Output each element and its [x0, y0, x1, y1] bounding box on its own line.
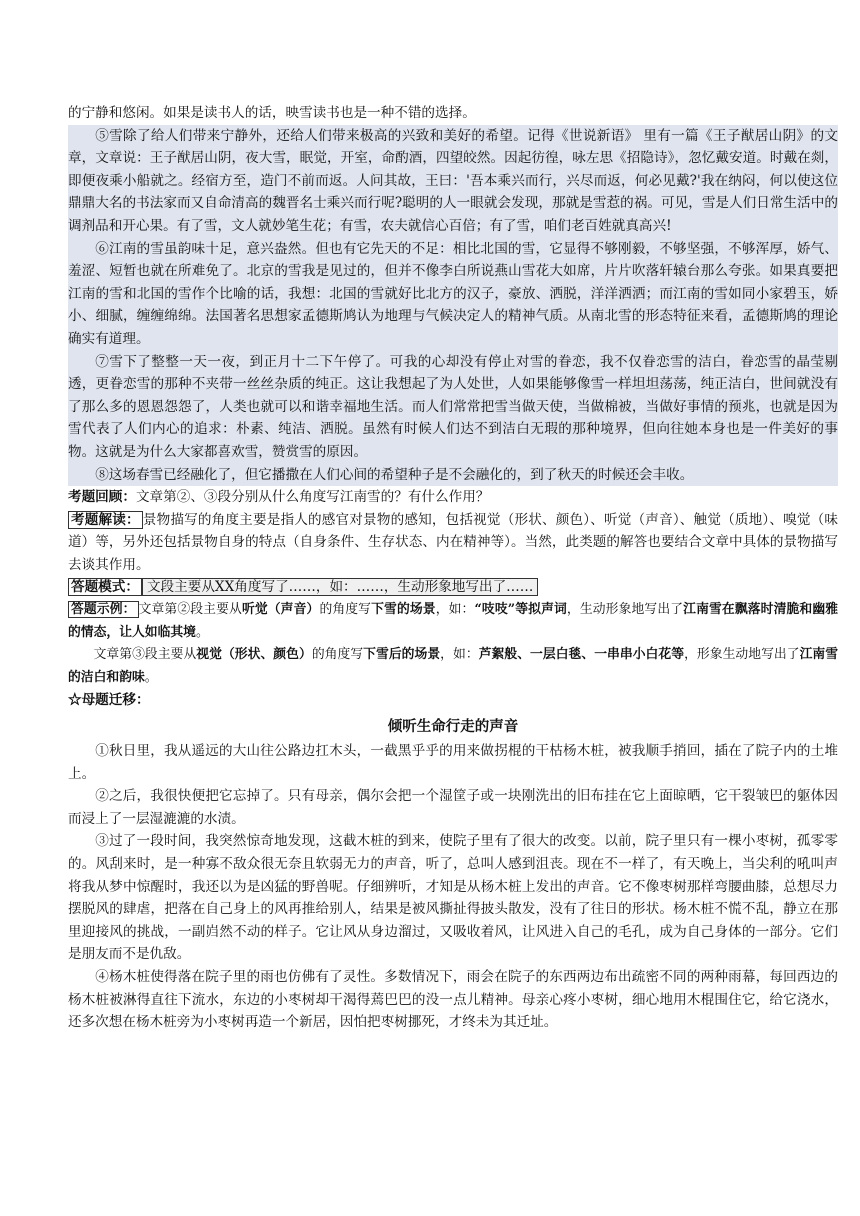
example-1-text-d: ，生动形象地写出了 [566, 602, 684, 618]
example-2-text-b: 的角度写 [311, 647, 364, 663]
essay2-paragraph-4: ④杨木桩使得落在院子里的雨也仿佛有了灵性。多数情况下，雨会在院子的东西两边布出疏密不同的两种雨幕，每回西边的杨木桩被淋得直往下流水，东边的小枣树却干渴得蔫巴巴的没一点儿精神。母亲心疼小枣树，细心地用木棍围住它，给它浇水，还多次想在杨木桩旁为小枣树再造一个新居，因怕把枣树挪死，才终未为其迁址。 [68, 968, 838, 1031]
essay2-paragraph-2: ②之后，我很快便把它忘掉了。只有母亲，偶尔会把一个湿筐子或一块刚洗出的旧布挂在它上面晾晒，它干裂皱巴的躯体因而浸上了一层湿漉漉的水渍。 [68, 788, 838, 827]
exam-analysis-label: 考题解读： [68, 511, 143, 529]
example-1-instance: “吱吱”等拟声词 [474, 602, 567, 618]
exam-review-label: 考题回顾： [68, 489, 136, 506]
exam-analysis [68, 509, 838, 577]
essay2-title: 倾听生命行走的声音 [387, 718, 519, 736]
exam-review-text: 文章第②、③段分别从什么角度写江南雪的？有什么作用？ [135, 489, 490, 506]
example-1-text-c: ，如： [435, 602, 475, 618]
essay2-paragraph-3: ③过了一段时间，我突然惊奇地发现，这截木桩的到来，使院子里有了很大的改变。以前，院子里只有一棵小枣树，孤零零的。风刮来时，是一种寡不敌众很无奈且软弱无力的声音，听了，总叫人感到沮丧。现在不一样了，有天晚上，当尖利的吼叫声将我从梦中惊醒时，我还以为是凶猛的野兽呢。仔细辨听，才知是从杨木桩上发出的声音。它不像枣树那样弯腰曲膝，总想尽力摆脱风的肆虐，把落在自己身上的风再推给别人，结果是被风撕扯得披头散发，没有了往日的形状。杨木桩不慌不乱，静立在那里迎接风的挑战，一副岿然不动的样子。它让风从身边溜过，又吸收着风，让风进入自己的毛孔，成为自己身体的一部分。它们是朋友而不是仇敌。 [68, 833, 838, 963]
example-2-effect: 江南雪的洁白和韵味 [68, 647, 839, 685]
exam-review [68, 486, 838, 509]
example-2-scene: 下雪后的场景 [363, 647, 441, 663]
answer-pattern-label: 答题模式： [68, 578, 142, 596]
essay1-paragraph-8: ⑧这场春雪已经融化了，但它播撒在人们心间的希望种子是不会融化的，到了秋天的时候还会丰收。 [68, 464, 838, 487]
example-1-angle: 听觉（声音） [241, 602, 320, 618]
example-2-instance: 芦絮般、一层白毯、一串串小白花等 [478, 647, 685, 663]
example-2-text-e: 。 [144, 669, 158, 685]
example-1-effect: 江南雪在飘落时清脆和幽雅的情态，让人如临其境 [68, 602, 839, 640]
answer-example-label: 答题示例： [68, 601, 139, 618]
example-1-text-b: 的角度写 [319, 602, 372, 618]
transfer-heading: ☆母题迁移： [68, 692, 150, 709]
essay1-paragraph-6: ⑥江南的雪虽韵味十足，意兴盎然。但也有它先天的不足：相比北国的雪，它显得不够刚毅，不够坚强，不够浑厚，娇气、羞涩、短暂也就在所难免了。北京的雪我是见过的，但并不像李白所说燕山雪花大如席，片片吹落轩辕台那么夸张。如果真要把江南的雪和北国的雪作个比喻的话，我想：北国的雪就好比北方的汉子，豪放、洒脱，洋洋洒洒；而江南的雪如同小家碧玉，娇小、细腻，缠缠绵绵。法国著名思想家孟德斯鸠认为地理与气候决定人的精神气质。从南北雪的形态特征来看，孟德斯鸠的理论确实有道理。 [68, 238, 838, 351]
example-2-text-d: ，形象生动地写出了 [684, 647, 800, 663]
example-2-text-c: ，如： [440, 647, 479, 663]
answer-pattern [68, 576, 838, 599]
example-1-text-e: 。 [195, 624, 209, 640]
example-1-text-a: 文章第②段主要从 [138, 602, 242, 618]
document-page [68, 102, 838, 1034]
answer-example-2 [68, 644, 838, 689]
example-1-scene: 下雪的场景 [371, 602, 436, 618]
answer-pattern-text: 文段主要从XX角度写了……，如：……，生动形象地写出了…… [142, 578, 538, 596]
essay1-paragraph-4-end: 的宁静和悠闲。如果是读书人的话，映雪读书也是一种不错的选择。 [68, 105, 476, 121]
example-2-angle: 视觉（形状、颜色） [196, 647, 312, 663]
answer-example-1 [68, 599, 838, 644]
example-2-text-a: 文章第③段主要从 [93, 647, 197, 663]
essay1-paragraph-7: ⑦雪下了整整一天一夜，到正月十二下午停了。可我的心却没有停止对雪的眷恋，我不仅眷恋雪的洁白，眷恋雪的晶莹剔透，更眷恋雪的那种不夹带一丝丝杂质的纯正。这让我想起了为人处世，人如果能够像雪一样坦坦荡荡，纯正洁白，世间就没有了那么多的恩恩怨怨了，人类也就可以和谐幸福地生活。而人们常常把雪当做天使，当做棉被，当做好事情的预兆，也就是因为雪代表了人们内心的追求：朴素、纯洁、洒脱。虽然有时候人们达不到洁白无瑕的那种境界，但向往她本身也是一件美好的事物。这就是为什么大家都喜欢雪，赞赏雪的原因。 [68, 351, 838, 464]
exam-analysis-text: 景物描写的角度主要是指人的感官对景物的感知，包括视觉（形状、颜色）、听觉（声音）、触觉（质地）、嗅觉（味道）等，另外还包括景物自身的特点（自身条件、生存状态、内在精神等）。当然，此类题的解答也要结合文章中具体的景物描写去谈其作用。 [68, 511, 838, 573]
essay2-paragraph-1: ①秋日里，我从遥远的大山往公路边扛木头，一截黑乎乎的用来做拐棍的干枯杨木桩，被我顺手捎回，插在了院子内的土堆上。 [68, 743, 838, 782]
essay1-paragraph-5: ⑤雪除了给人们带来宁静外，还给人们带来极高的兴致和美好的希望。记得《世说新语》 里有一篇《王子猷居山阴》的文章，文章说：王子猷居山阴，夜大雪，眠觉，开室，命酌酒，四望皎然。因起彷徨，咏左思《招隐诗》，忽忆戴安道。时戴在剡，即便夜乘小船就之。经宿方至，造门不前而返。人问其故，王曰：'吾本乘兴而行，兴尽而返，何必见戴?'我在纳闷，何以使这位鼎鼎大名的书法家而又自命清高的魏晋名士乘兴而行呢?聪明的人一眼就会发现，那就是雪惹的祸。可见，雪是人们日常生活中的调剂品和开心果。有了雪，文人就妙笔生花；有雪，农夫就信心百倍；有了雪，咱们老百姓就真高兴! [68, 125, 838, 238]
